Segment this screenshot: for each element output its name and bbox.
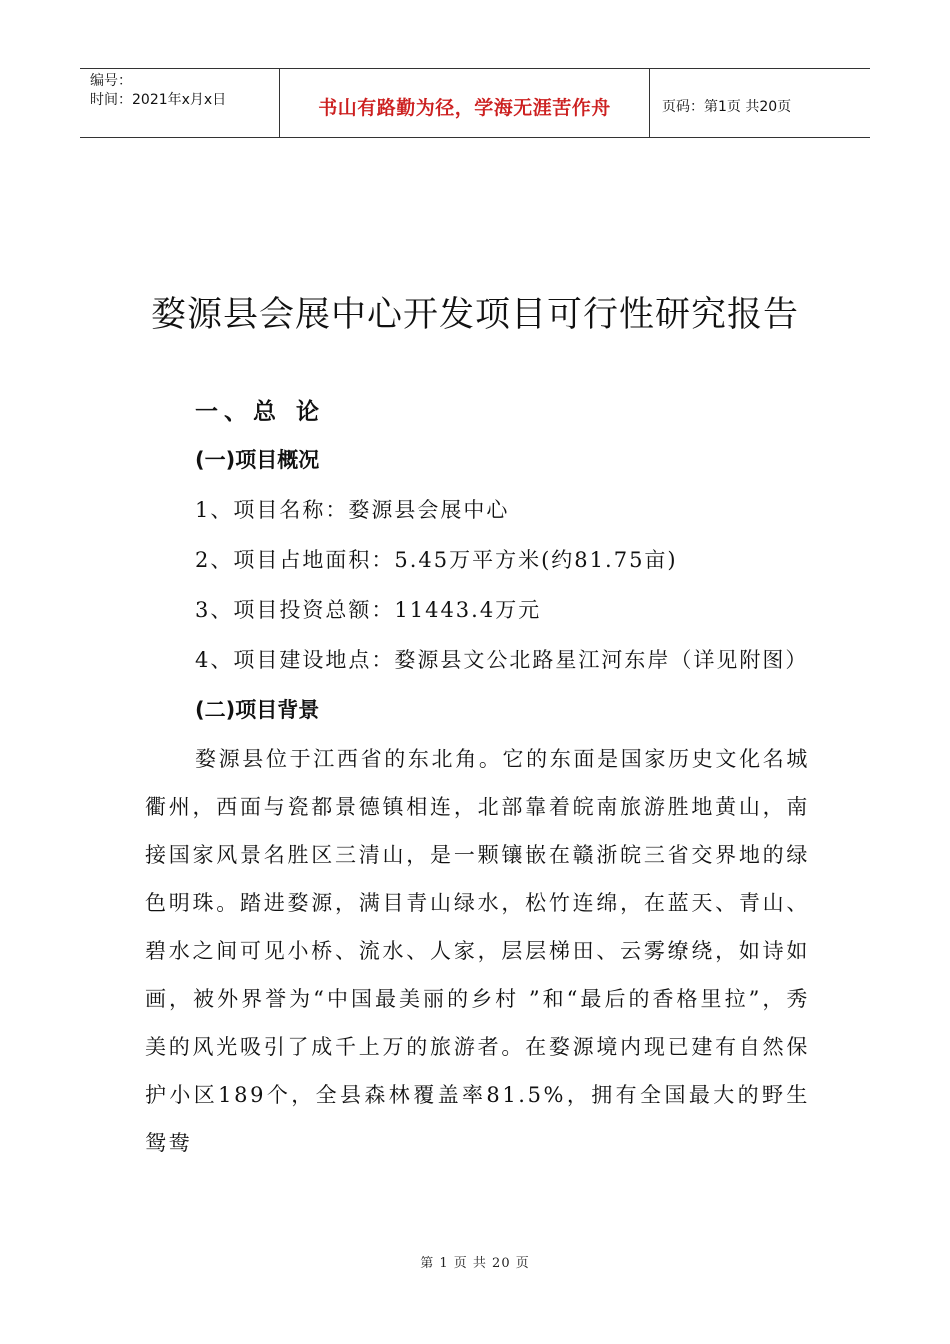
document-body (145, 390, 810, 1167)
background-paragraph: 婺源县位于江西省的东北角。它的东面是国家历史文化名城衢州，西面与瓷都景德镇相连，北部靠着皖南旅游胜地黄山，南接国家风景名胜区三清山，是一颗镶嵌在赣浙皖三省交界地的绿色明珠。踏进婺源，满目青山绿水，松竹连绵，在蓝天、青山、碧水之间可见小桥、流水、人家，层层梯田、云雾缭绕，如诗如画，被外界誉为“中国最美丽的乡村 ”和“最后的香格里拉”，秀美的风光吸引了成千上万的旅游者。在婺源境内现已建有自然保护小区189个，全县森林覆盖率81.5%，拥有全国最大的野生鸳鸯 (145, 747, 810, 1155)
section-heading: 一、总 论 (195, 399, 326, 425)
header-info-cell (80, 69, 280, 137)
subsection-heading-overview: (一)项目概况 (195, 448, 320, 472)
header-page-info: 页码：第1页 共20页 (662, 99, 792, 115)
list-item: 3、项目投资总额：11443.4万元 (195, 598, 542, 622)
list-item: 2、项目占地面积：5.45万平方米(约81.75亩) (195, 548, 678, 572)
document-header (80, 68, 870, 138)
header-motto: 书山有路勤为径，学海无涯苦作舟 (280, 69, 650, 137)
number-label: 编号： (90, 73, 132, 89)
subsection-heading-background: (二)项目背景 (195, 698, 320, 722)
document-title: 婺源县会展中心开发项目可行性研究报告 (150, 295, 799, 335)
time-label: 时间：2021年x月x日 (90, 92, 227, 108)
list-item: 4、项目建设地点：婺源县文公北路星江河东岸（详见附图） (195, 648, 809, 672)
page-footer: 第 1 页 共 20 页 (420, 1256, 530, 1271)
list-item: 1、项目名称：婺源县会展中心 (195, 498, 510, 522)
